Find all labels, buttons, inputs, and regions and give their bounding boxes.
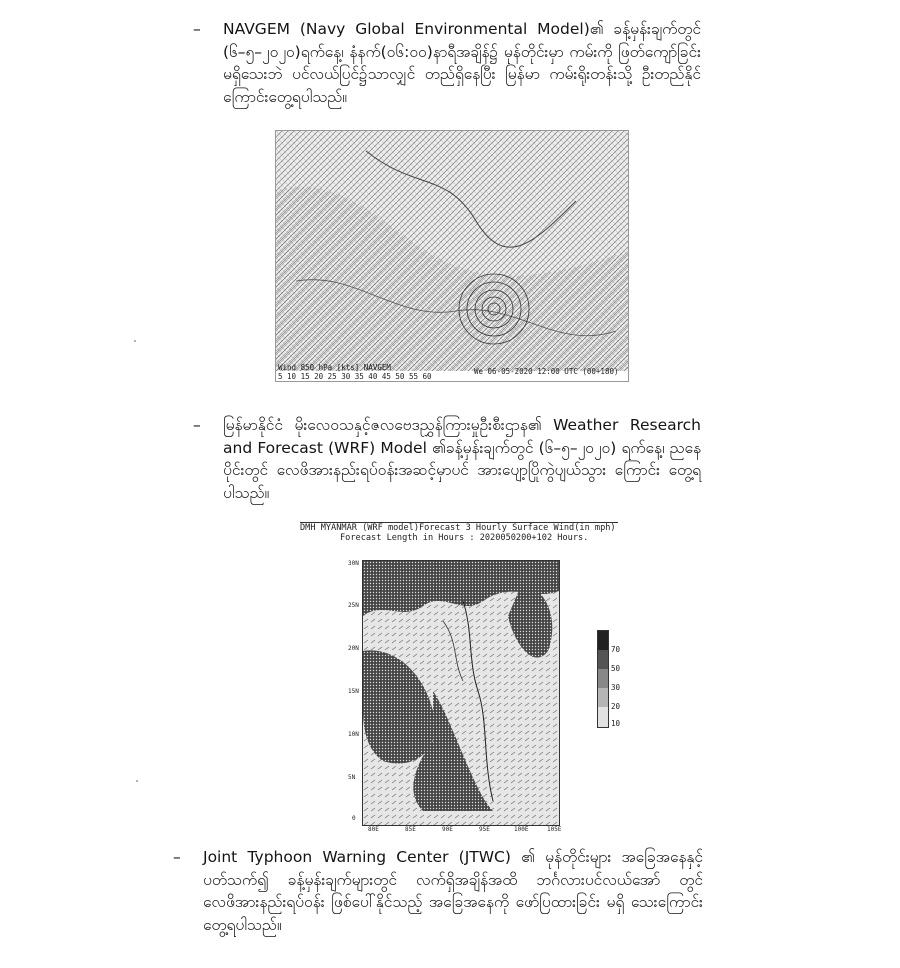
paragraph-wrf [193, 414, 701, 504]
paragraph-text: မြန်မာနိုင်ငံ မိုးလေဝသနှင့်ဇလဗေဒညွှန်ကြားမှုဦးစီးဌာန၏ Weather Research and Forecast (WRF) Model ၏ခန့်မှန်းချက်တွင် (၆–၅–၂၀၂၀) ရက်နေ့၊ ညနေပိုင်းတွင် လေဖိအားနည်းရပ်ဝန်းအဆင့်မှာပင် အားပျော့ပြိုကွဲပျယ်သွား ကြောင်း တွေ့ရပါသည်။ [223, 416, 701, 502]
wind-field-graphic [276, 131, 628, 381]
y-tick: 20N [348, 645, 359, 652]
legend-label: 10 [611, 719, 621, 728]
wrf-map-title [300, 522, 618, 543]
map-caption-right: We 06-05-2020 12:00 UTC (00+180) [474, 367, 619, 376]
legend-label: 70 [611, 645, 621, 654]
x-tick: 85E [405, 826, 416, 833]
bullet-dash: – [193, 20, 201, 38]
wrf-wind-map [362, 560, 560, 826]
scan-speck [134, 340, 136, 342]
y-tick: 0 [352, 815, 356, 822]
x-tick: 90E [442, 826, 453, 833]
wind-speed-legend-bar [597, 630, 609, 728]
navgem-wind-map [275, 130, 629, 382]
wrf-wind-graphic [363, 561, 559, 825]
y-tick: 30N [348, 560, 359, 567]
y-tick: 25N [348, 602, 359, 609]
paragraph-text: NAVGEM (Navy Global Environmental Model)၏ ခန့်မှန်းချက်တွင် (၆–၅–၂၀၂၀)ရက်နေ့၊ နံနက်(၀၆:၀၀)နာရီအချိန်၌ မုန်တိုင်းမှာ ကမ်းကို ဖြတ်ကျော်ခြင်း မရှိသေးဘဲ ပင်လယ်ပြင်၌သာလျှင် တည်ရှိနေပြီး မြန်မာ ကမ်းရိုးတန်းသို့ ဦးတည်နိုင်ကြောင်းတွေ့ရပါသည်။ [223, 20, 701, 106]
map-caption-left: Wind 850 hPa [kts] NAVGEM [278, 363, 391, 372]
x-tick: 100E [514, 826, 529, 833]
paragraph-navgem [193, 18, 701, 108]
legend-gradient [598, 631, 608, 727]
bullet-dash: – [193, 416, 201, 434]
wrf-title-line-2: Forecast Length in Hours : 2020050200+102 Hours. [340, 533, 589, 543]
x-tick: 95E [479, 826, 490, 833]
x-tick: 105E [547, 826, 562, 833]
x-tick: 80E [368, 826, 379, 833]
legend-label: 20 [611, 702, 621, 711]
scan-speck [136, 780, 138, 782]
y-tick: 5N [348, 774, 356, 781]
bullet-dash: – [173, 848, 181, 866]
y-tick: 15N [348, 688, 359, 695]
paragraph-jtwc [173, 846, 703, 936]
wrf-title-line-1: DMH MYANMAR (WRF model)Forecast 3 Hourly Surface Wind(in mph) [300, 523, 616, 533]
paragraph-text: Joint Typhoon Warning Center (JTWC) ၏ မုန်တိုင်းများ အခြေအနေနှင့် ပတ်သက်၍ ခန့်မှန်းချက်များတွင် လက်ရှိအချိန်အထိ ဘင်္ဂလားပင်လယ်အော် တွင် လေဖိအားနည်းရပ်ဝန်း ဖြစ်ပေါ်နိုင်သည့် အခြေအနေကို ဖော်ပြထားခြင်း မရှိ သေးကြောင်းတွေ့ရပါသည်။ [203, 848, 703, 934]
legend-label: 30 [611, 683, 621, 692]
y-tick: 10N [348, 731, 359, 738]
map-scale-caption: 5 10 15 20 25 30 35 40 45 50 55 60 [278, 372, 432, 381]
legend-label: 50 [611, 664, 621, 673]
